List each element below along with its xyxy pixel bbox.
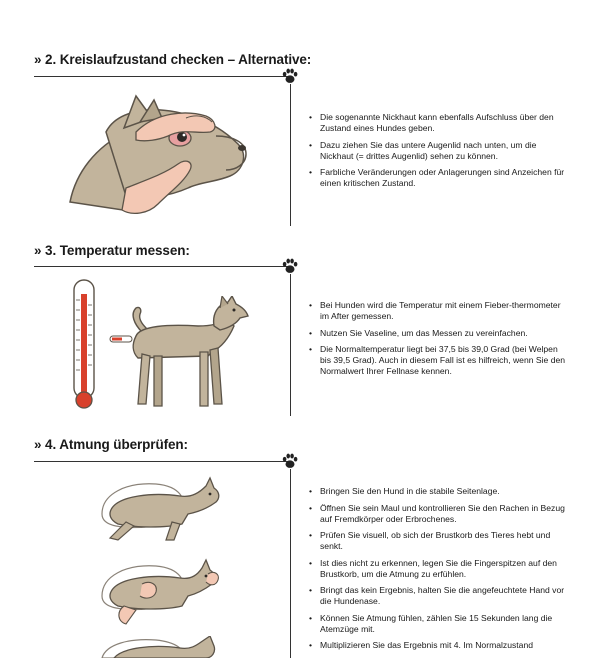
section-kreislauf <box>0 0 600 230</box>
bullet-list <box>308 300 570 383</box>
list-item: • Ist dies nicht zu erkennen, legen Sie die Fingerspitzen auf den Brustkorb, um die Atmung zu erfühlen. <box>308 558 570 580</box>
section-heading: » 3. Temperatur messen: <box>34 243 190 258</box>
vertical-line <box>290 274 291 416</box>
divider-line <box>34 461 290 462</box>
dog-breathing-check-illustration <box>96 554 222 628</box>
section-temperatur <box>0 230 600 430</box>
list-item: • Bei Hunden wird die Temperatur mit einem Fieber-thermometer im After gemessen. <box>308 300 570 322</box>
lying-dog-illustration <box>96 474 222 544</box>
section-atmung <box>0 430 600 658</box>
standing-dog-illustration <box>108 296 250 414</box>
thermometer-illustration <box>70 278 98 414</box>
divider-line <box>34 76 290 77</box>
list-item: • Bringen Sie den Hund in die stabile Seitenlage. <box>308 486 570 497</box>
bullet-list <box>308 112 570 195</box>
section-heading: » 2. Kreislaufzustand checken – Alternative: <box>34 52 312 67</box>
divider-line <box>34 266 290 267</box>
list-item: • Öffnen Sie sein Maul und kontrollieren Sie den Rachen in Bezug auf Fremdkörper oder Erbrochenes. <box>308 503 570 525</box>
list-item: • Multiplizieren Sie das Ergebnis mit 4. Im Normalzustand <box>308 640 570 651</box>
list-item: • Können Sie Atmung fühlen, zählen Sie 15 Sekunden lang die Atemzüge mit. <box>308 613 570 635</box>
dog-eye-check-illustration <box>66 92 252 220</box>
list-item: • Die sogenannte Nickhaut kann ebenfalls Aufschluss über den Zustand eines Hundes geben. <box>308 112 570 134</box>
section-heading: » 4. Atmung überprüfen: <box>34 437 188 452</box>
list-item: • Nutzen Sie Vaseline, um das Messen zu vereinfachen. <box>308 328 570 339</box>
bullet-list <box>308 486 570 657</box>
paw-icon <box>281 257 299 275</box>
vertical-line <box>290 84 291 226</box>
paw-icon <box>281 67 299 85</box>
list-item: • Farbliche Veränderungen oder Anlagerungen sind Anzeichen für einen kritischen Zustand. <box>308 167 570 189</box>
lying-dog-illustration <box>96 636 222 658</box>
list-item: • Prüfen Sie visuell, ob sich der Brustkorb des Tieres hebt und senkt. <box>308 530 570 552</box>
vertical-line <box>290 469 291 658</box>
list-item: • Die Normaltemperatur liegt bei 37,5 bis 39,0 Grad (bei Welpen bis 39,5 Grad). Auch in diesem Fall ist es hilfreich, wenn Sie den Normalwert Ihrer Fellnase kennen. <box>308 344 570 377</box>
paw-icon <box>281 452 299 470</box>
list-item: • Bringt das kein Ergebnis, halten Sie die angefeuchtete Hand vor die Hundenase. <box>308 585 570 607</box>
list-item: • Dazu ziehen Sie das untere Augenlid nach unten, um die Nickhaut (= drittes Augenlid) sehen zu können. <box>308 140 570 162</box>
